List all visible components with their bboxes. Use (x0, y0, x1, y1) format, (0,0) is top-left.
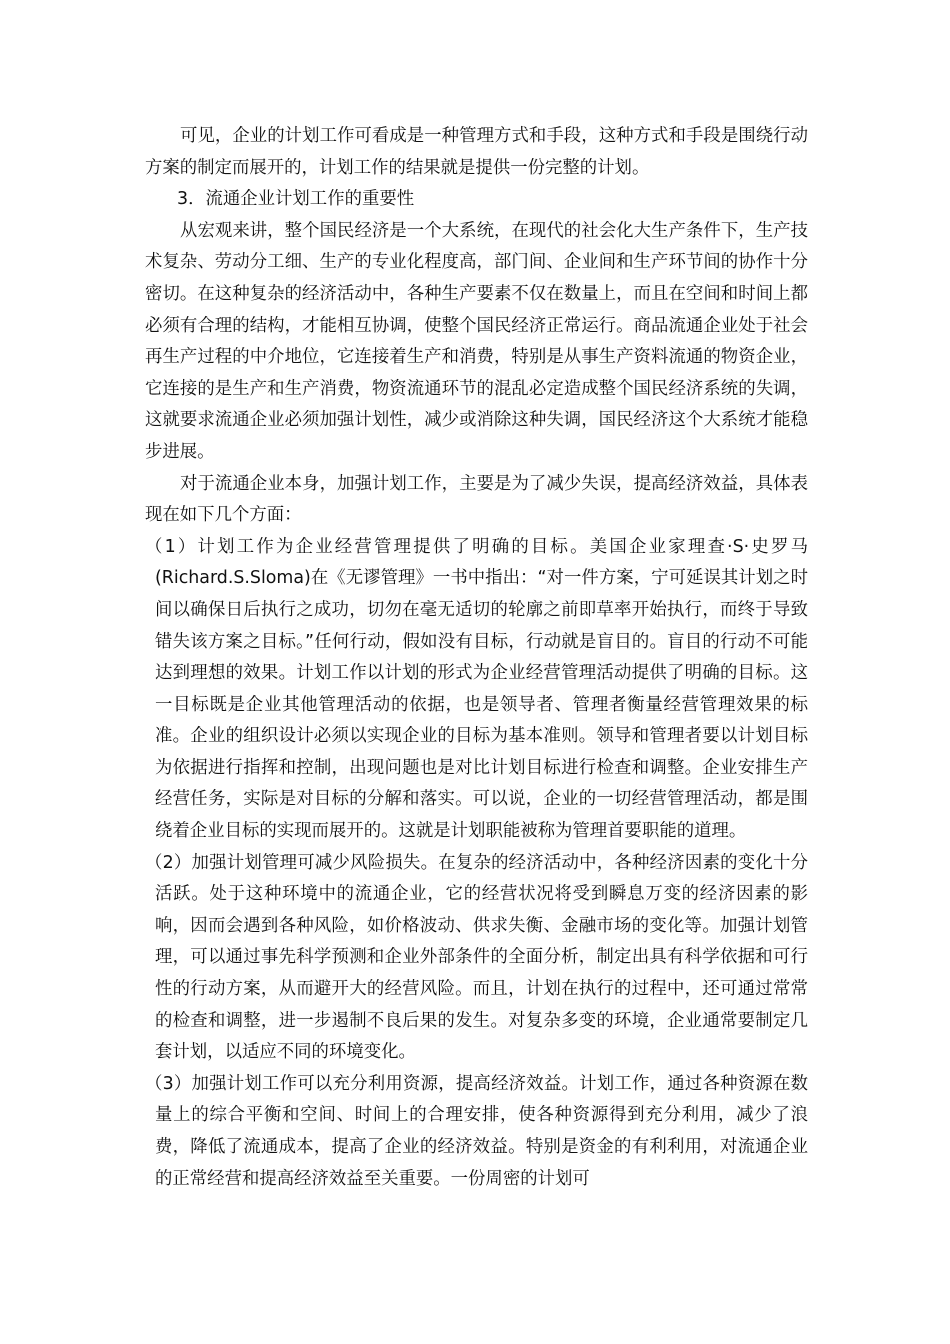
paragraph-enterprise: 对于流通企业本身，加强计划工作，主要是为了减少失误，提高经济效益，具体表现在如下几个方面： (145, 473, 808, 526)
list-item-3: （3）加强计划工作可以充分利用资源，提高经济效益。计划工作，通过各种资源在数量上的综合平衡和空间、时间上的合理安排，使各种资源得到充分利用，减少了浪费，降低了流通成本，提高了企业的经济效益。特别是资金的有利利用，对流通企业的正常经营和提高经济效益至关重要。一份周密的计划可 (145, 1073, 808, 1189)
paragraph-macro: 从宏观来讲，整个国民经济是一个大系统，在现代的社会化大生产条件下，生产技术复杂、劳动分工细、生产的专业化程度高，部门间、企业间和生产环节间的协作十分密切。在这种复杂的经济活动中，各种生产要素不仅在数量上，而且在空间和时间上都必须有合理的结构，才能相互协调，使整个国民经济正常运行。商品流通企业处于社会再生产过程的中介地位，它连接着生产和消费，特别是从事生产资料流通的物资企业，它连接的是生产和生产消费，物资流通环节的混乱必定造成整个国民经济系统的失调，这就要求流通企业必须加强计划性，减少或消除这种失调，国民经济这个大系统才能稳步进展。 (145, 220, 808, 462)
list-item-1: （1）计划工作为企业经营管理提供了明确的目标。美国企业家理查·S·史罗马(Richard.S.Sloma)在《无谬管理》一书中指出：“对一件方案，宁可延误其计划之时间以确保日后执行之成功，切勿在毫无适切的轮廓之前即草率开始执行，而终于导致错失该方案之目标。”任何行动，假如没有目标，行动就是盲目的。盲目的行动不可能达到理想的效果。计划工作以计划的形式为企业经营管理活动提供了明确的目标。这一目标既是企业其他管理活动的依据，也是领导者、管理者衡量经营管理效果的标准。企业的组织设计必须以实现企业的目标为基本准则。领导和管理者要以计划目标为依据进行指挥和控制，出现问题也是对比计划目标进行检查和调整。企业安排生产经营任务，实际是对目标的分解和落实。可以说，企业的一切经营管理活动，都是围绕着企业目标的实现而展开的。这就是计划职能被称为管理首要职能的道理。 (145, 536, 808, 842)
list-item-2: （2）加强计划管理可减少风险损失。在复杂的经济活动中，各种经济因素的变化十分活跃。处于这种环境中的流通企业，它的经营状况将受到瞬息万变的经济因素的影响，因而会遇到各种风险，如价格波动、供求失衡、金融市场的变化等。加强计划管理，可以通过事先科学预测和企业外部条件的全面分析，制定出具有科学依据和可行性的行动方案，从而避开大的经营风险。而且，计划在执行的过程中，还可通过常常的检查和调整，进一步遏制不良后果的发生。对复杂多变的环境，企业通常要制定几套计划，以适应不同的环境变化。 (145, 852, 808, 1063)
document-body (145, 121, 808, 1195)
paragraph-intro: 可见，企业的计划工作可看成是一种管理方式和手段，这种方式和手段是围绕行动方案的制定而展开的，计划工作的结果就是提供一份完整的计划。 (145, 126, 808, 178)
section-heading: 3．流通企业计划工作的重要性 (177, 189, 415, 210)
